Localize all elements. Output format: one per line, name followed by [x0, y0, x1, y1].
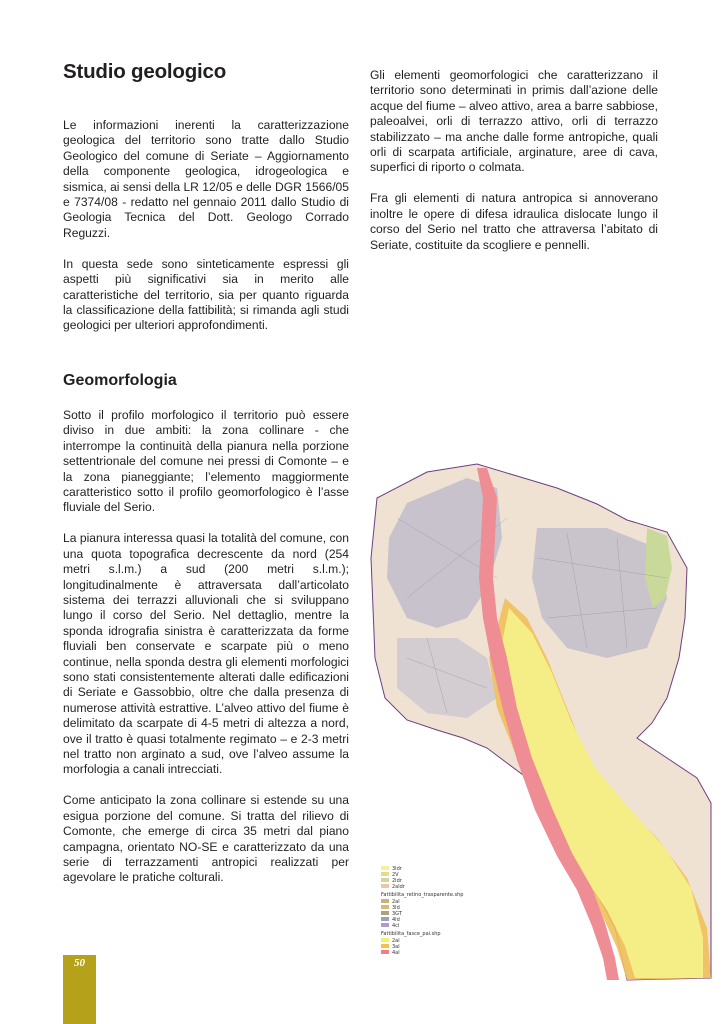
legend-label: 4ld	[392, 917, 400, 923]
legend-swatch	[381, 884, 389, 888]
paragraph-geomorphological-elements: Gli elementi geomorfologici che caratterizzano il territorio sono determinati in primis dall’azione delle acque del fiume – alveo attivo, area a barre sabbiose, paleoalvei, orli di terrazzo attivo, orli di terrazzo stabilizzato – ma anche dalle forme antropiche, quali orli di scarpata artificiale, arginature, aree di cava, superfici di riporto o colmata.	[370, 68, 658, 175]
legend-label: 4cl	[392, 923, 400, 929]
section-title-geological-study: Studio geologico	[63, 60, 227, 83]
page-number: 50	[74, 957, 85, 969]
legend-swatch	[381, 866, 389, 870]
section-geomorphology	[63, 372, 349, 886]
legend-label: 2ldr	[392, 878, 402, 884]
legend-swatch	[381, 905, 389, 909]
section-geological-study	[63, 60, 349, 334]
legend-label: 2aldr	[392, 884, 405, 890]
legend-swatch	[381, 923, 389, 927]
legend-swatch	[381, 944, 389, 948]
legend-swatch	[381, 872, 389, 876]
legend-swatch	[381, 938, 389, 942]
feasibility-map	[367, 458, 713, 988]
legend-swatch	[381, 950, 389, 954]
legend-swatch	[381, 878, 389, 882]
paragraph-anthropic-elements: Fra gli elementi di natura antropica si annoverano inoltre le opere di difesa idraulica dislocate lungo il corso del Serio nel tratto che attraversa l’abitato di Seriate, costituite da scogliere e pennelli.	[370, 191, 658, 252]
legend-label: 2V	[392, 872, 399, 878]
legend-label: 4al	[392, 950, 400, 956]
legend-label: 3GT	[392, 911, 402, 917]
page-number-tab	[63, 955, 96, 1024]
legend-label: 3ld	[392, 905, 400, 911]
legend-label: 3ldr	[392, 866, 402, 872]
right-column-text	[370, 68, 658, 253]
paragraph-plain: La pianura interessa quasi la totalità del comune, con una quota topografica decrescente da nord (254 metri s.l.m.) a sud (200 metri s.l.m.); longitudinalmente è attraversata dall’articolato sistema dei terrazzi alluvionali che si sviluppano lungo il corso del Serio. Nel dettaglio, mentre la sponda idrografia sinistra è caratterizzata da forme fluviali ben conservate e scarpate più o meno continue, nella sponda destra gli elementi morfologici sono stati consistentemente alterati dalle edificazioni di Seriate e Gassobbio, oltre che dalla presenza di numerose attività estrattive. L’alveo attivo del fiume è delimitato da scarpate di 4-5 metri di altezza a nord, ove il tratto è quasi totalmente regimato – e 2-3 metri nel tratto non arginato a sud, ove l’alveo assume la morfologia a canali intrecciati.	[63, 531, 349, 777]
paragraph-hill-zone: Come anticipato la zona collinare si estende su una esigua porzione del comune. Si tratta del rilievo di Comonte, che emerge di circa 35 metri dal piano campagna, orientato NO-SE e caratterizzato da una serie di terrazzamenti antropici realizzati per agevolare le pratiche colturali.	[63, 793, 349, 885]
paragraph-summary: In questa sede sono sinteticamente espressi gli aspetti più significativi sia in merito alle caratteristiche del territorio, sia per quanto riguarda la classificazione della fattibilità; si rimanda agli studi geologici per ulteriori approfondimenti.	[63, 256, 349, 333]
map-svg	[367, 458, 713, 988]
paragraph-morphology-profile: Sotto il profilo morfologico il territorio può essere diviso in due ambiti: la zona collinare - che interrompe la continuità della pianura nella porzione settentrionale del comune nei pressi di Comonte – e la zona pianeggiante; l’elemento maggiormente caratteristico sotto il profilo geomorfologico è l’asse fluviale del Serio.	[63, 408, 349, 515]
legend-title: Fattibilita_fasce_pai.shp	[381, 931, 441, 937]
map-legend	[381, 866, 463, 956]
legend-label: 2al	[392, 899, 400, 905]
legend-swatch	[381, 917, 389, 921]
legend-label: 2al	[392, 938, 400, 944]
section-title-geomorphology: Geomorfologia	[63, 372, 177, 389]
legend-swatch	[381, 899, 389, 903]
paragraph-sources: Le informazioni inerenti la caratterizzazione geologica del territorio sono tratte dallo Studio Geologico del comune di Seriate – Aggiornamento della componente geologica, idrogeologica e sismica, ai sensi della LR 12/05 e delle DGR 1566/05 e 7374/08 - redatto nel gennaio 2011 dallo Studio di Geologia Tecnica del Dott. Geologo Corrado Reguzzi.	[63, 118, 349, 240]
legend-title: Fattibilita_retino_trasparente.shp	[381, 892, 464, 898]
legend-swatch	[381, 911, 389, 915]
legend-label: 3al	[392, 944, 400, 950]
